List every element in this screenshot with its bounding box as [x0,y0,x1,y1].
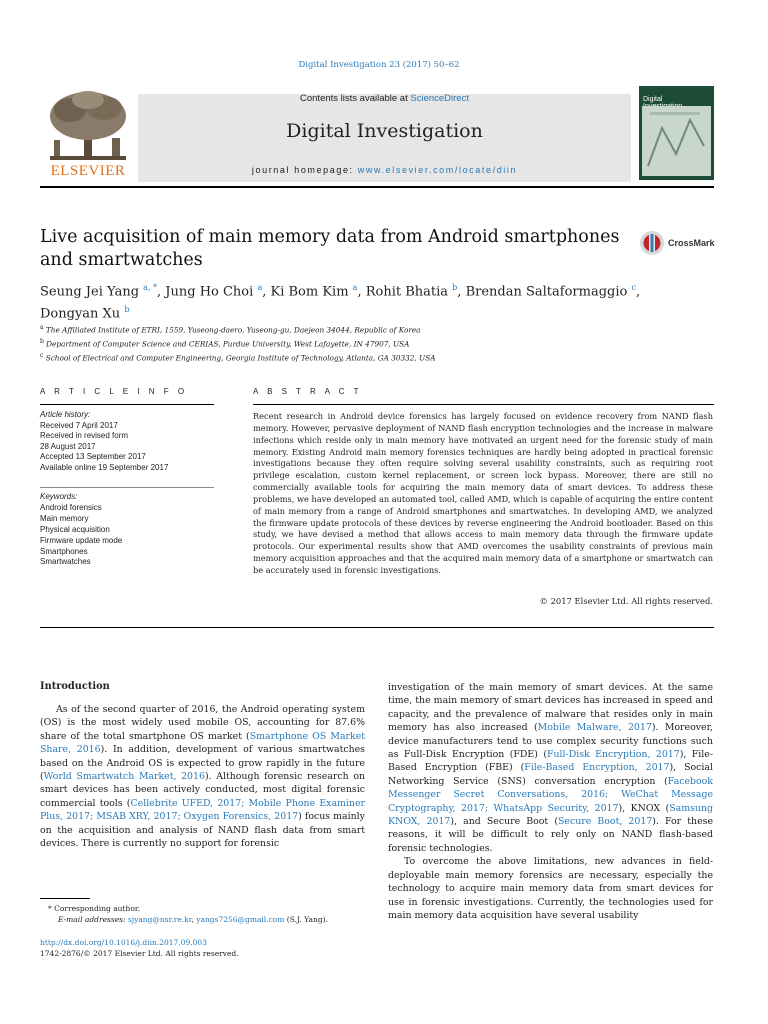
history-item: Received 7 April 2017 [40,420,118,430]
body-text: ). Moreover, device manufacturers tend to use complex security functions such as Full-Disk Encryption (FDE) ( [388,722,714,761]
citation-link[interactable]: Smartphone OS Market Share, 2016 [40,730,366,756]
sciencedirect-link[interactable]: ScienceDirect [410,93,469,104]
email-separator: , [191,914,197,924]
citation-link[interactable]: World Smartwatch Market, 2016 [43,771,205,783]
body-text: As of the second quarter of 2016, the Android operating system (OS) is the most widely used mobile OS, accounting for 87.6% share of the total smartphone OS market ( [40,704,365,742]
intro-paragraph-1 [40,703,365,850]
cover-title-line1: Digital [643,96,663,103]
keyword-item: Android forensics [40,502,102,512]
body-text: ), and Secure Boot ( [450,816,558,828]
body-text: ), File-Based Encryption (FBE) ( [388,749,714,774]
author-name[interactable]: Jung Ho Choi [165,284,254,300]
keywords [40,492,240,568]
citation-link[interactable]: Facebook Messenger Secret Conversations, 2016; WeChat Message Cryptography, 2017; WhatsApp Security, 2017 [388,775,713,814]
footnote-rule [40,898,90,899]
affiliation-item [40,336,680,350]
citation-link[interactable]: Cellebrite UFED, 2017; Mobile Phone Examiner Plus, 2017; MSAB XRY, 2017; Oxygen Forensics, 2017 [40,797,365,823]
contents-prefix: Contents lists available at [300,93,411,104]
email-note [40,915,365,926]
history-item: Accepted 13 September 2017 [40,452,146,462]
history-label: Article history: [40,410,91,419]
abstract-heading: A B S T R A C T [253,387,362,396]
author-name[interactable]: Seung Jei Yang [40,284,140,300]
author-affiliation-marker[interactable]: a, * [143,283,158,292]
cover-image [642,106,711,176]
abstract-rule [253,404,714,405]
body-column-left [40,703,365,850]
author-name[interactable]: Ki Bom Kim [270,284,349,300]
body-text: investigation of the main memory of smart devices. At the same time, the main memory of smart devices has increased in speed and capacity, and the prevalence of malware that resides only in main memory has also increased ( [388,682,713,734]
contents-line [138,93,631,104]
article-title: Live acquisition of main memory data from Android smartphones and smartwatches [40,227,620,270]
journal-citation-link[interactable]: Digital Investigation 23 (2017) 50–62 [298,60,460,70]
journal-homepage-line [138,165,631,175]
crossmark-label: CrossMark [668,238,715,248]
author-name[interactable]: Rohit Bhatia [365,284,449,300]
affiliation-marker: a [40,324,44,331]
keyword-item: Main memory [40,513,89,523]
affiliation-item [40,350,680,364]
introduction-heading: Introduction [40,681,110,692]
section-divider [40,627,714,628]
intro-paragraph-1-continued [388,681,713,855]
corresponding-author-text: Corresponding author. [54,904,141,913]
citation-link[interactable]: Samsung KNOX, 2017 [388,802,713,828]
affiliation-marker: b [40,337,44,345]
author-name[interactable]: Brendan Saltaformaggio [465,284,628,300]
affiliation-text: Department of Computer Science and CERIAS, Purdue University, West Lafayette, IN 47907, USA [46,339,410,349]
keyword-item: Firmware update mode [40,535,123,545]
body-text: ). In addition, development of various smartwatches based on the Android OS is expected to grow rapidly in the future ( [40,744,365,783]
homepage-prefix: journal homepage: [251,165,358,175]
history-item: 28 August 2017 [40,441,96,451]
keyword-item: Smartwatches [40,557,91,567]
footnote-marker: * [48,904,52,913]
citation-link[interactable]: Secure Boot, 2017 [557,816,653,828]
keyword-item: Physical acquisition [40,524,110,534]
keywords-label: Keywords: [40,492,78,501]
elsevier-wordmark: ELSEVIER [50,163,126,179]
body-text: ). For these reasons, it will be difficult to rely only on NAND flash-based forensic technologies. [388,816,713,854]
body-text: ). Although forensic research on smart devices has been actively conducted, most digital forensic commercial tools ( [40,771,365,809]
author-affiliation-marker[interactable]: b [124,305,130,315]
keyword-item: Smartphones [40,546,88,556]
corresponding-author-note [40,904,365,915]
citation-link[interactable]: File-Based Encryption, 2017 [524,762,670,774]
journal-title: Digital Investigation [286,120,483,142]
keywords-rule [40,487,214,488]
history-item: Received in revised form [40,431,129,441]
footnote [40,904,365,925]
journal-cover-thumbnail[interactable] [639,86,714,180]
header-rule [40,186,714,188]
author-list: Seung Jei Yang $^{a, *}$, Jung Ho Choi $^a$, Ki Bom Kim $^a$, Rohit Bhatia $^b$, Brendan Saltaformaggio $^c$, Dongyan Xu $^b$ [40,283,641,322]
affiliation-item [40,322,680,336]
affiliation-text: School of Electrical and Computer Engineering, Georgia Institute of Technology, Atlanta, GA 30332, USA [45,353,436,363]
author-affiliation-marker[interactable]: b [452,283,458,292]
body-text: ), KNOX ( [618,802,670,814]
email-label: E-mail addresses: [58,914,128,924]
abstract-copyright: © 2017 Elsevier Ltd. All rights reserved. [539,596,713,606]
crossmark-icon [639,229,665,257]
issn-line: 1742-2876/© 2017 Elsevier Ltd. All rights reserved. [40,949,239,958]
affiliation-marker: c [40,351,44,359]
email-link[interactable]: sjyang@nsr.re.kr [127,914,192,924]
crossmark-button[interactable] [639,229,719,257]
affiliation-text: The Affiliated Institute of ETRI, 1559, Yuseong-daero, Yuseong-gu, Daejeon 34044, Republic of Korea [45,325,421,335]
author-affiliation-marker[interactable]: a [352,283,358,292]
article-info-rule [40,404,214,405]
citation-link[interactable]: Mobile Malware, 2017 [537,722,652,734]
body-text: ), Social Networking Service (SNS) conversation encryption ( [388,762,713,787]
doi-link[interactable]: http://dx.doi.org/10.1016/j.diin.2017.09.003 [40,938,207,947]
affiliations [40,322,680,364]
article-history [40,410,240,474]
history-item: Available online 19 September 2017 [40,462,169,472]
journal-homepage-link[interactable]: www.elsevier.com/locate/diin [357,165,518,175]
intro-paragraph-2: To overcome the above limitations, new advances in field-deployable main memory forensics are necessary, especially the technology to acquire main memory data from smart devices for use in forensic investigations. Currently, the technologies used for main memory data acquisition have several usability [388,856,713,921]
email-link[interactable]: yangs7256@gmail.com [196,914,285,924]
article-info-heading: A R T I C L E I N F O [40,387,188,396]
author-affiliation-marker[interactable]: a [257,283,263,292]
citation-link[interactable]: Full-Disk Encryption, 2017 [546,749,680,761]
body-column-right [388,681,713,922]
body-text: ) focus mainly on the acquisition and analysis of NAND flash data from smart devices. There is currently no support for forensic [40,811,365,850]
email-suffix: (S.J. Yang). [284,914,328,924]
abstract-text: Recent research in Android device forensics has largely focused on evidence recovery from NAND flash memory. However, pervasive deployment of NAND flash encryption technologies and the increase in malware infections which reside only in main memory have motivated an urgent need for the forensic study of main memory. Existing Android main memory forensics techniques are hardly being adopted in practical forensic investigations because they often require solving several usability constraints, such as requiring root privilege escalation, custom kernel replacement, or screen lock bypass. Moreover, there are still no commercially available tools for acquiring the main memory data of smart devices. To address these problems, we have developed an automated tool, called AMD, which is capable of acquiring the entire content of main memory from a range of Android smartphones and smartwatches. In developing AMD, we analyzed the firmware update protocols of these devices by reverse engineering the Android bootloader. Based on this study, we have devised a method that allows access to main memory data through the firmware update protocols. Our experimental results show that AMD overcomes the usability constraints of previous main memory acquisition approaches and that the acquired main memory data of a smartphone or smartwatch can be accurately used in forensic investigations. [253,411,713,575]
author-name[interactable]: Dongyan Xu [40,306,121,322]
author-affiliation-marker[interactable]: c [631,283,636,292]
